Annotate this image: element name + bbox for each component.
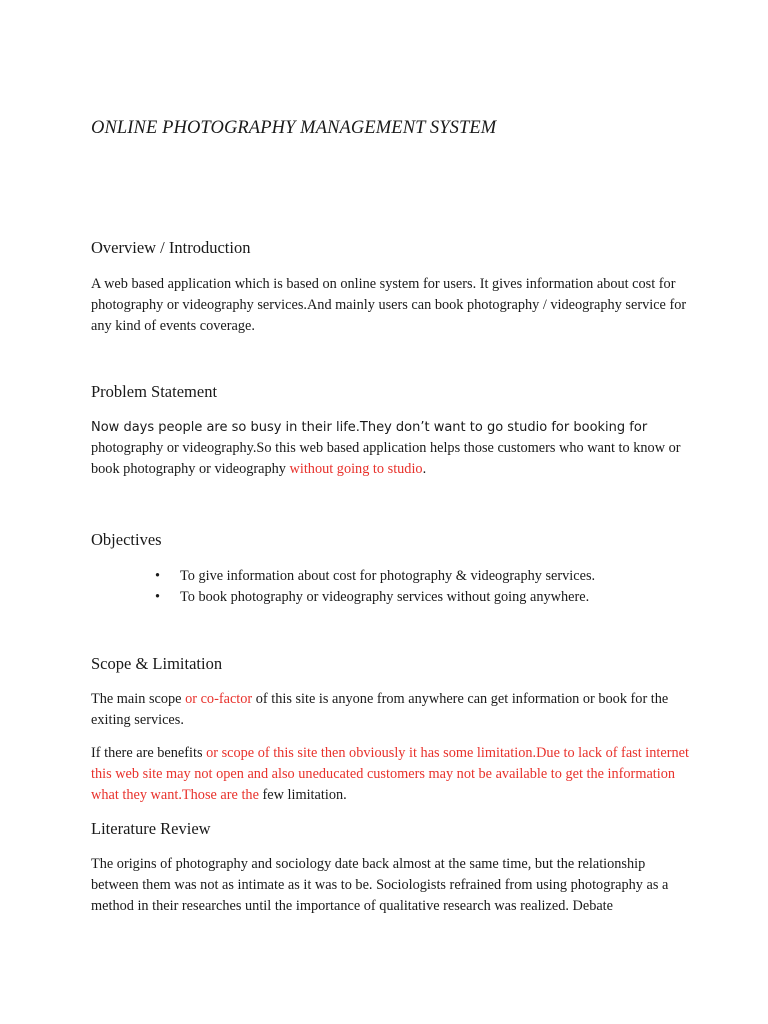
objective-text: To give information about cost for photography & videography services. (180, 568, 596, 584)
objective-text: To book photography or videography services without going anywhere. (180, 589, 590, 605)
problem-paragraph (91, 417, 691, 480)
scope-p2-end: few limitation. (258, 787, 347, 803)
scope-paragraph-1 (91, 689, 691, 731)
scope-p1-end: of this site is anyone from anywhere can get information or book for the exiting services. (91, 691, 669, 728)
document-title: ONLINE PHOTOGRAPHY MANAGEMENT SYSTEM (91, 118, 497, 138)
scope-p1-start: The main scope (91, 691, 186, 707)
objectives-list (155, 566, 595, 608)
problem-heading: Problem Statement (91, 382, 218, 401)
literature-paragraph: The origins of photography and sociology date back almost at the same time, but the relationship between them was not as intimate as it was to be. Sociologists refrained from using photography as a method in their researches until the importance of qualitative research was realized. Debate (91, 856, 669, 914)
literature-heading: Literature Review (91, 819, 211, 838)
bullet-icon: • (155, 589, 161, 605)
problem-end: . (422, 461, 427, 477)
scope-paragraph-2 (91, 743, 691, 806)
problem-line-1: Now days people are so busy in their life.They don’t want to go studio for booking for (91, 420, 648, 435)
problem-highlight: without going to studio (289, 461, 423, 477)
overview-paragraph: A web based application which is based on online system for users. It gives information about cost for photography or videography services.And mainly users can book photography / videography service for any kind of events coverage. (91, 276, 687, 334)
problem-text: photography or videography.So this web based application helps those customers who want to know or book photography or videography (91, 440, 681, 477)
list-item (155, 587, 595, 608)
scope-p2-start: If there are benefits (91, 745, 207, 761)
objectives-heading: Objectives (91, 530, 162, 549)
scope-p1-highlight: or co-factor (185, 691, 253, 707)
overview-heading: Overview / Introduction (91, 238, 251, 257)
scope-p2-highlight: or scope of this site then obviously it has some limitation.Due to lack of fast internet this web site may not open and also uneducated customers may not be available to get the information what they want.Those are the (91, 745, 689, 803)
bullet-icon: • (155, 568, 161, 584)
scope-heading: Scope & Limitation (91, 654, 223, 673)
list-item (155, 566, 595, 587)
